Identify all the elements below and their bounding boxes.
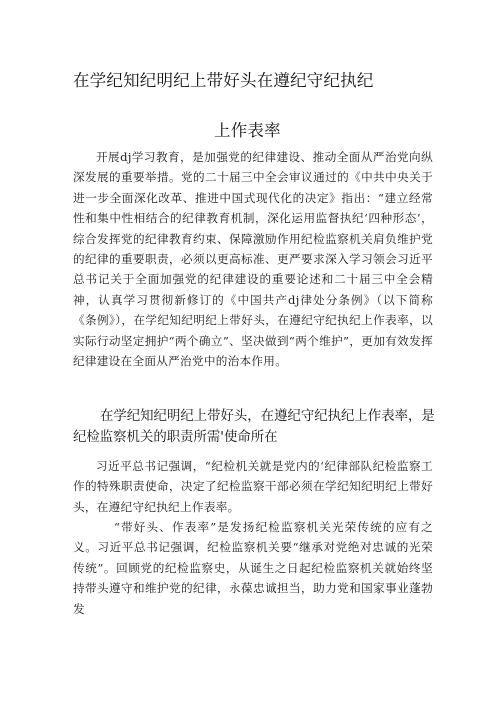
- document-title-line-2: 上作表率: [214, 121, 281, 140]
- section-heading: 在学纪知纪明纪上带好头，在遵纪守纪执纪上作表率，是纪检监察机关的职责所需'使命所在: [73, 409, 435, 445]
- document-title-line-1: 在学纪知纪明纪上带好头在遵纪守纪执纪: [73, 71, 374, 90]
- body-paragraph-3: “带好头、作表率”是发扬纪检监察机关光荣传统的应有之义。习近平总书记强调，纪检监察机关要“继承对党绝对忠诚的光荣传统”。回顾党的纪检监察史，从诞生之日起纪检监察机关就始终坚持带头遵守和维护党的纪律，永葆忠诚担当，助力党和国家事业蓬勃发: [73, 520, 433, 616]
- intro-paragraph: 开展dj学习教育，是加强党的纪律建设、推动全面从严治党向纵深发展的重要举措。党的二十届三中全会审议通过的《中共中央关于进一步全面深化改革、推进中国式现代化的决定》指出：“建立经常性和集中性相结合的纪律教育机制，深化运用监督执纪‘四种形态’，综合发挥党的纪律教育约束、保障激励作用纪检监察机关肩负维护党的纪律的重要职责，必须以更高标准、更严要求深入学习领会习近平总书记关于全面加强党的纪律建设的重要论述和二十届三中全会精神，认真学习贯彻新修订的《中国共产dj律处分条例》（以下简称《条例》），在学纪知纪明纪上带好头，在遵纪守纪执纪上作表率，以实际行动坚定拥护“两个确立”、坚决做到“两个维护”，更加有效发挥纪律建设在全面从严治党中的治本作用。: [73, 150, 433, 369]
- body-paragraph-2: 习近平总书记强调，“纪检机关就是党内的‘纪律部队纪检监察工作的特殊职责使命，决定了纪检监察干部必须在学纪知纪明纪上带好头，在遵纪守纪执纪上作表率。: [73, 459, 433, 514]
